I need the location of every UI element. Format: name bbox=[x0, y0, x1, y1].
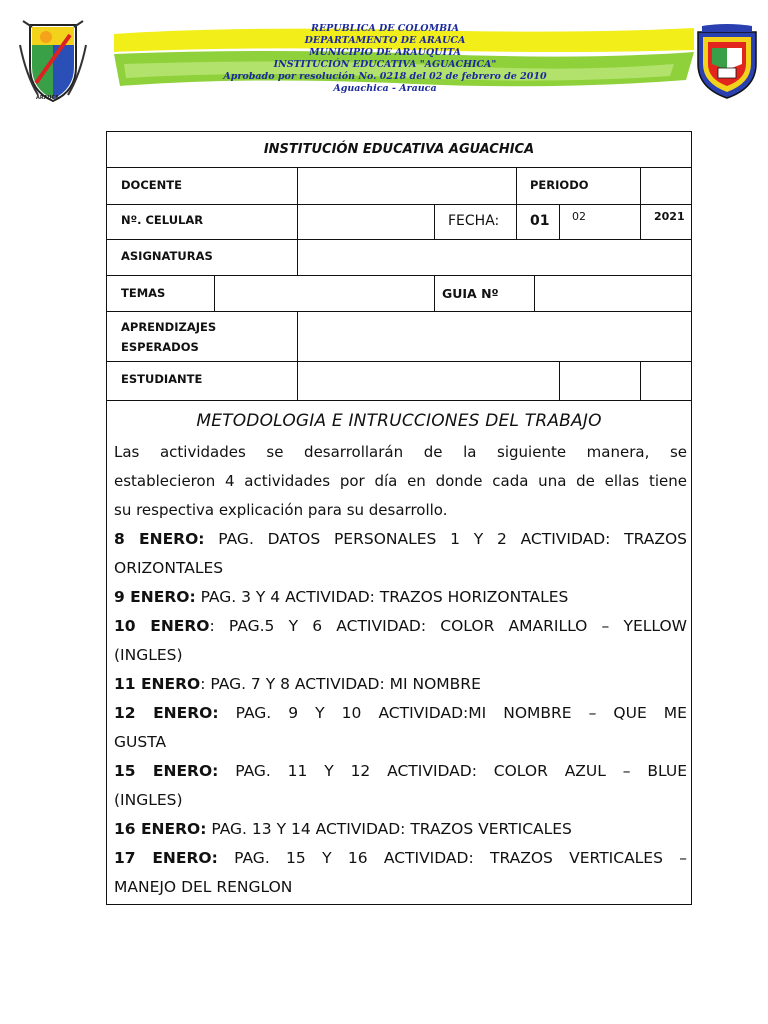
form-title: INSTITUCIÓN EDUCATIVA AGUACHICA bbox=[263, 142, 535, 157]
column-divider bbox=[297, 204, 298, 239]
fecha-year: 2021 bbox=[654, 210, 685, 223]
guia-field[interactable] bbox=[538, 278, 688, 308]
header-line-department: DEPARTAMENTO DE ARAUCA bbox=[304, 35, 466, 46]
column-divider bbox=[434, 204, 435, 239]
row-divider bbox=[106, 239, 692, 240]
estudiante-label: ESTUDIANTE bbox=[121, 372, 203, 386]
column-divider bbox=[559, 204, 560, 239]
fecha-day: 01 bbox=[530, 213, 550, 229]
column-divider bbox=[214, 275, 215, 311]
aprendizajes-label-line-1: APRENDIZAJES bbox=[121, 320, 217, 334]
asignaturas-field[interactable] bbox=[301, 242, 687, 272]
activity-date: 8 ENERO: bbox=[114, 530, 205, 548]
intro-line: su respectiva explicación para su desarrollo. bbox=[114, 501, 448, 519]
intro-line: Las actividades se desarrollarán de la siguiente manera, se bbox=[114, 443, 687, 461]
activity-date: 16 ENERO: bbox=[114, 820, 207, 838]
docente-label: DOCENTE bbox=[121, 178, 182, 192]
row-divider bbox=[106, 361, 692, 362]
column-divider bbox=[516, 204, 517, 239]
activity-continuation: MANEJO DEL RENGLON bbox=[114, 878, 293, 896]
activity-text: : PAG. 7 Y 8 ACTIVIDAD: MI NOMBRE bbox=[200, 675, 481, 693]
column-divider bbox=[297, 361, 298, 400]
header-line-resolution: Aprobado por resolución No. 0218 del 02 de febrero de 2010 bbox=[223, 71, 547, 82]
header-line-location: Aguachica - Arauca bbox=[333, 83, 437, 94]
activity-date: 15 ENERO: bbox=[114, 762, 219, 780]
activity-text: PAG. 3 Y 4 ACTIVIDAD: TRAZOS HORIZONTALES bbox=[195, 588, 569, 606]
arauca-coat-of-arms-icon bbox=[18, 15, 88, 105]
activity-continuation: (INGLES) bbox=[114, 646, 183, 664]
intro-line: establecieron 4 actividades por día en donde cada una de ellas tiene bbox=[114, 472, 687, 490]
activity-date: 11 ENERO bbox=[114, 675, 201, 693]
row-divider bbox=[106, 204, 692, 205]
fecha-label: FECHA: bbox=[448, 213, 500, 229]
activity-item bbox=[114, 844, 687, 873]
activity-item bbox=[114, 815, 687, 844]
instructions-body bbox=[114, 438, 687, 902]
activity-continuation: (INGLES) bbox=[114, 791, 183, 809]
activity-date: 9 ENERO: bbox=[114, 588, 196, 606]
activity-text: PAG. 15 Y 16 ACTIVIDAD: TRAZOS VERTICALES – bbox=[217, 849, 687, 867]
periodo-field[interactable] bbox=[643, 170, 689, 202]
activity-continuation: ORIZONTALES bbox=[114, 559, 224, 577]
activity-text: PAG. 13 Y 14 ACTIVIDAD: TRAZOS VERTICALES bbox=[206, 820, 572, 838]
periodo-label: PERIODO bbox=[530, 178, 589, 192]
header-line-country: REPUBLICA DE COLOMBIA bbox=[311, 23, 459, 34]
activity-text: PAG. 11 Y 12 ACTIVIDAD: COLOR AZUL – BLUE bbox=[218, 762, 687, 780]
activity-text: PAG. 9 Y 10 ACTIVIDAD:MI NOMBRE – QUE ME bbox=[218, 704, 687, 722]
celular-label: Nº. CELULAR bbox=[121, 213, 204, 227]
school-shield-icon bbox=[694, 24, 760, 100]
column-divider bbox=[297, 311, 298, 361]
column-divider bbox=[559, 361, 560, 400]
activity-item bbox=[114, 699, 687, 728]
activity-item bbox=[114, 612, 687, 641]
temas-label: TEMAS bbox=[121, 286, 166, 300]
column-divider bbox=[534, 275, 535, 311]
section-title: METODOLOGIA E INTRUCCIONES DEL TRABAJO bbox=[196, 411, 602, 431]
row-divider bbox=[106, 400, 692, 401]
activity-item bbox=[114, 670, 687, 699]
docente-field[interactable] bbox=[301, 170, 514, 202]
activity-item bbox=[114, 583, 687, 612]
estudiante-field[interactable] bbox=[301, 364, 556, 397]
activity-date: 17 ENERO: bbox=[114, 849, 218, 867]
temas-field[interactable] bbox=[218, 278, 430, 308]
aprendizajes-field[interactable] bbox=[301, 314, 687, 358]
activity-date: 10 ENERO bbox=[114, 617, 210, 635]
row-divider bbox=[106, 275, 692, 276]
activity-item bbox=[114, 525, 687, 554]
column-divider bbox=[640, 167, 641, 204]
column-divider bbox=[297, 239, 298, 275]
activity-continuation: GUSTA bbox=[114, 733, 167, 751]
header-line-institution: INSTITUCIÓN EDUCATIVA "AGUACHICA" bbox=[273, 59, 497, 70]
header-text-block bbox=[114, 23, 656, 95]
activity-text: PAG. DATOS PERSONALES 1 Y 2 ACTIVIDAD: TRAZOS bbox=[204, 530, 688, 548]
document-header bbox=[0, 0, 768, 110]
column-divider bbox=[640, 361, 641, 400]
fecha-month: 02 bbox=[572, 210, 586, 223]
activity-item bbox=[114, 757, 687, 786]
row-divider bbox=[106, 167, 692, 168]
activity-date: 12 ENERO: bbox=[114, 704, 219, 722]
celular-field[interactable] bbox=[301, 207, 431, 237]
left-logo-caption: ARAUCA bbox=[36, 95, 60, 101]
header-line-municipality: MUNICIPIO DE ARAUQUITA bbox=[309, 47, 461, 58]
row-divider bbox=[106, 311, 692, 312]
aprendizajes-label-line-2: ESPERADOS bbox=[121, 340, 199, 354]
column-divider bbox=[297, 167, 298, 204]
column-divider bbox=[640, 204, 641, 239]
guia-label: GUIA Nº bbox=[442, 286, 499, 301]
activity-text: : PAG.5 Y 6 ACTIVIDAD: COLOR AMARILLO – YELLOW bbox=[209, 617, 687, 635]
column-divider bbox=[516, 167, 517, 204]
column-divider bbox=[434, 275, 435, 311]
asignaturas-label: ASIGNATURAS bbox=[121, 249, 213, 263]
